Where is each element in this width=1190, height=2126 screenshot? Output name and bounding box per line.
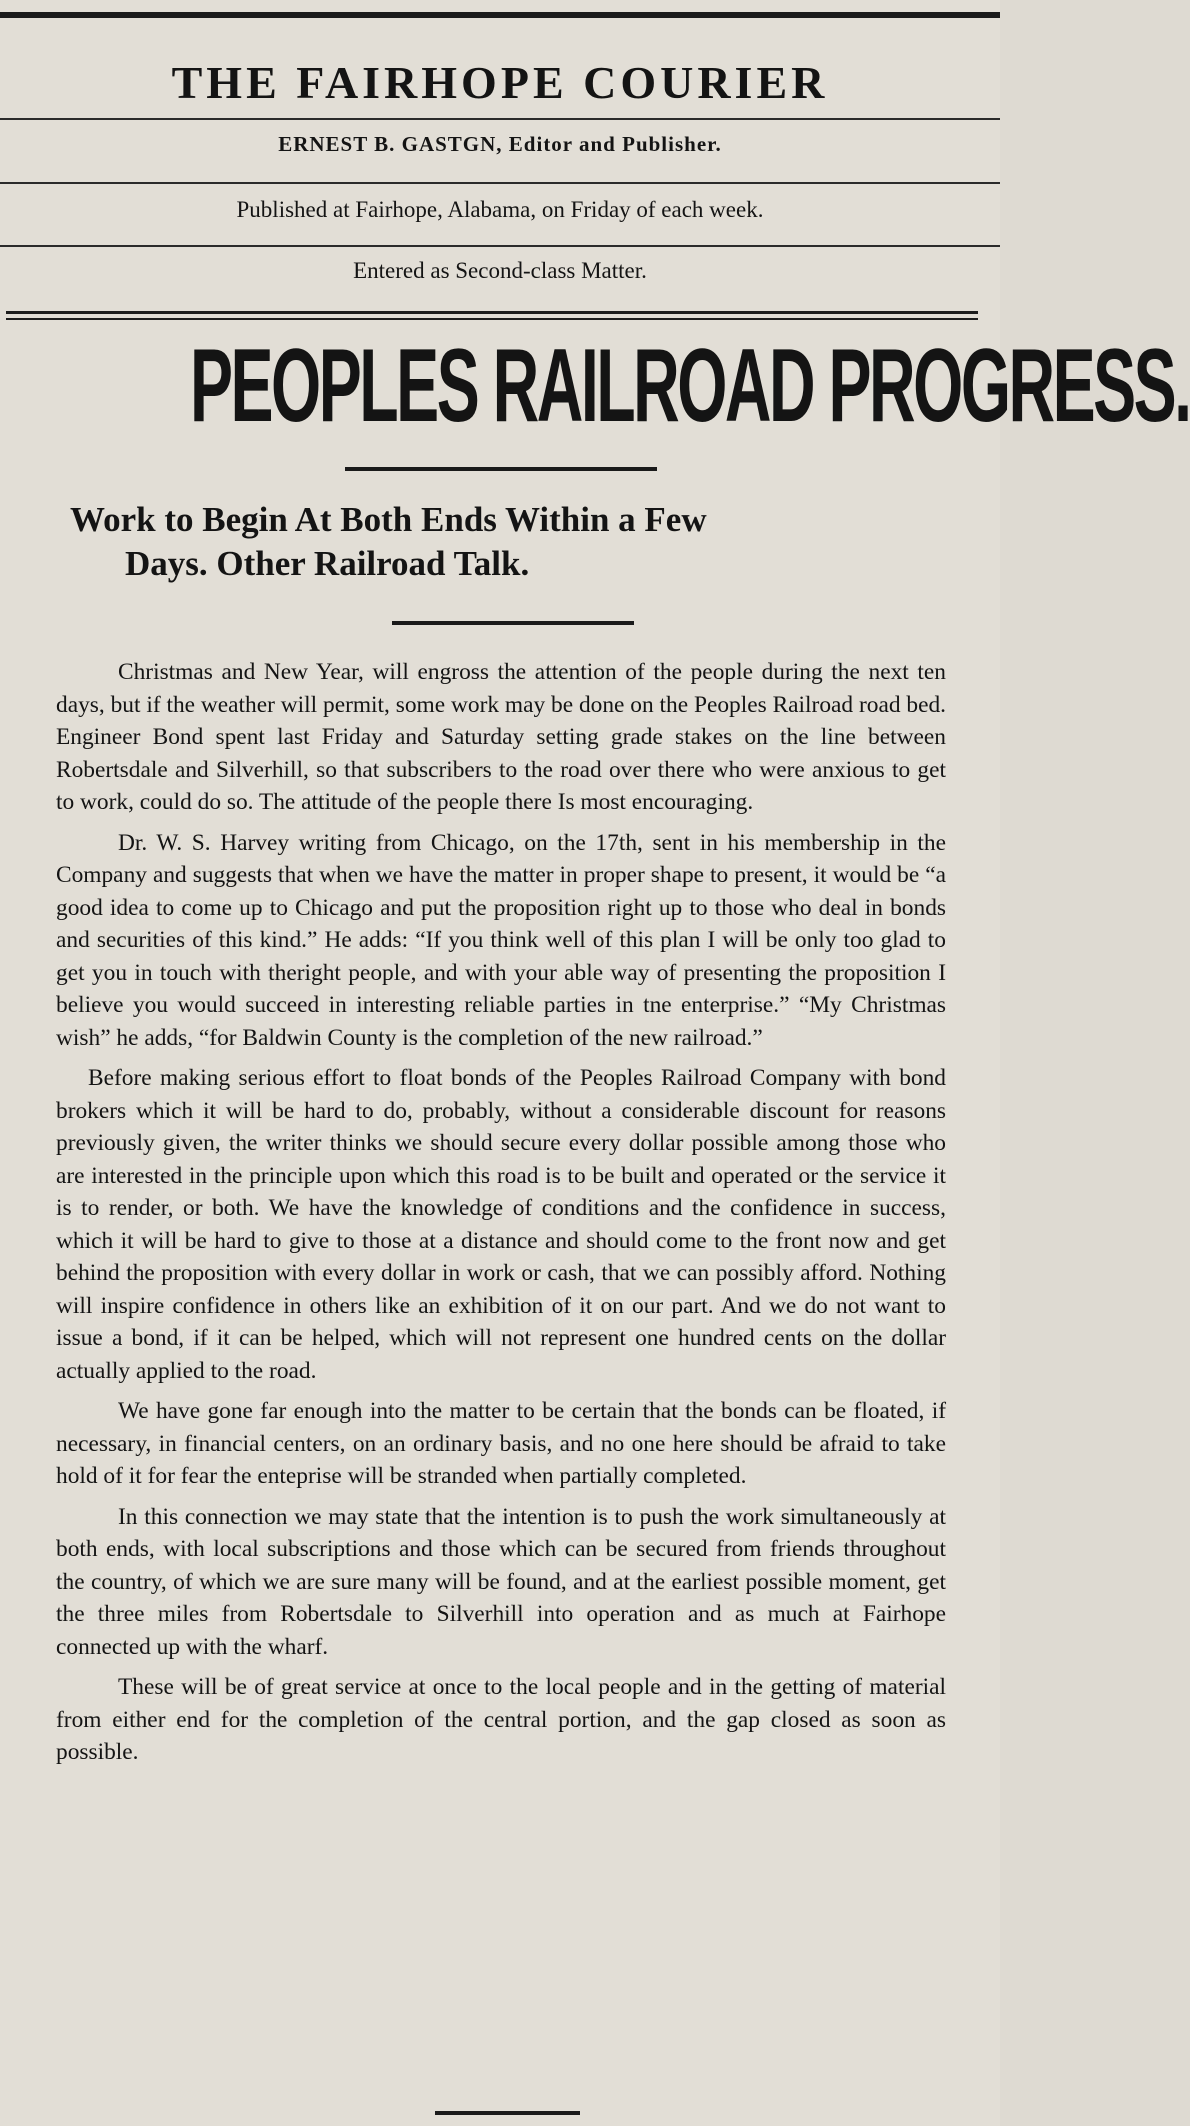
postal-entry-line: Entered as Second-class Matter. xyxy=(353,258,647,283)
newspaper-title: THE FAIRHOPE COURIER xyxy=(171,57,829,108)
masthead-divider xyxy=(0,245,1000,247)
paragraph: Before making serious effort to float bonds of the Peoples Railroad Company with bond brokers which it will be hard to do, probably, without a considerable discount for reasons previously given, the writer thinks we should secure every dollar possible among those who are interested in the principle upon which this road is to be built and operated or the service it is to render, or both. We have the knowledge of conditions and the confidence in success, which it will be hard to give to those at a distance and should come to the front now and get behind the proposition with every dollar in work or cash, that we can possibly afford. Nothing will inspire confidence in others like an exhibition of it on our part. And we do not want to issue a bond, if it can be helped, which will not represent one hundred cents on the dollar actually applied to the road. xyxy=(56,1065,946,1384)
article-end-rule xyxy=(435,2111,580,2115)
article-headline: PEOPLES RAILROAD PROGRESS. xyxy=(190,328,1190,444)
paragraph: These will be of great service at once to the local people and in the getting of material from either end for the completion of the central portion, and the gap closed as soon as possible. xyxy=(56,1674,946,1765)
paragraph: We have gone far enough into the matter to be certain that the bonds can be floated, if necessary, in financial centers, on an ordinary basis, and no one here should be afraid to take hold of it for fear the enteprise will be stranded when partially completed. xyxy=(56,1398,946,1489)
subhead-line-2: Days. Other Railroad Talk. xyxy=(125,544,530,583)
paragraph: In this connection we may state that the intention is to push the work simultaneously at both ends, with local subscriptions and those which can be secured from friends throughout the country, of which we are sure many will be found, and at the earliest possible moment, get the three miles from Robertsdale to Silverhill into operation and as much at Fairhope connected up with the wharf. xyxy=(56,1503,946,1660)
article-body xyxy=(56,656,946,1777)
editor-line: ERNEST B. GASTGN, Editor and Publisher. xyxy=(278,132,722,156)
headline-rule xyxy=(345,467,657,471)
masthead-double-rule xyxy=(6,311,978,320)
article-subhead xyxy=(70,498,970,586)
publication-line: Published at Fairhope, Alabama, on Friday of each week. xyxy=(236,197,764,222)
subhead-rule xyxy=(392,621,634,625)
paragraph: Christmas and New Year, will engross the attention of the people during the next ten days, but if the weather will permit, some work may be done on the Peoples Railroad road bed. Engineer Bond spent last Friday and Saturday setting grade stakes on the line between Robertsdale and Silverhill, so that subscribers to the road over there who were anxious to get to work, could do so. The attitude of the people there Is most encouraging. xyxy=(56,659,946,815)
masthead-divider xyxy=(0,118,1000,120)
masthead xyxy=(0,26,1000,320)
top-rule xyxy=(0,12,1000,18)
subhead-line-1: Work to Begin At Both Ends Within a Few xyxy=(70,500,707,539)
masthead-divider xyxy=(0,182,1000,184)
paragraph: Dr. W. S. Harvey writing from Chicago, on the 17th, sent in his membership in the Company and suggests that when we have the matter in proper shape to present, it would be “a good idea to come up to Chicago and put the proposition right up to those who deal in bonds and securities of this kind.” He adds: “If you think well of this plan I will be only too glad to get you in touch with theright people, and with your able way of presenting the proposition I believe you would succeed in interesting reliable parties in tne enterprise.” “My Christmas wish” he adds, “for Baldwin County is the completion of the new railroad.” xyxy=(56,829,946,1051)
